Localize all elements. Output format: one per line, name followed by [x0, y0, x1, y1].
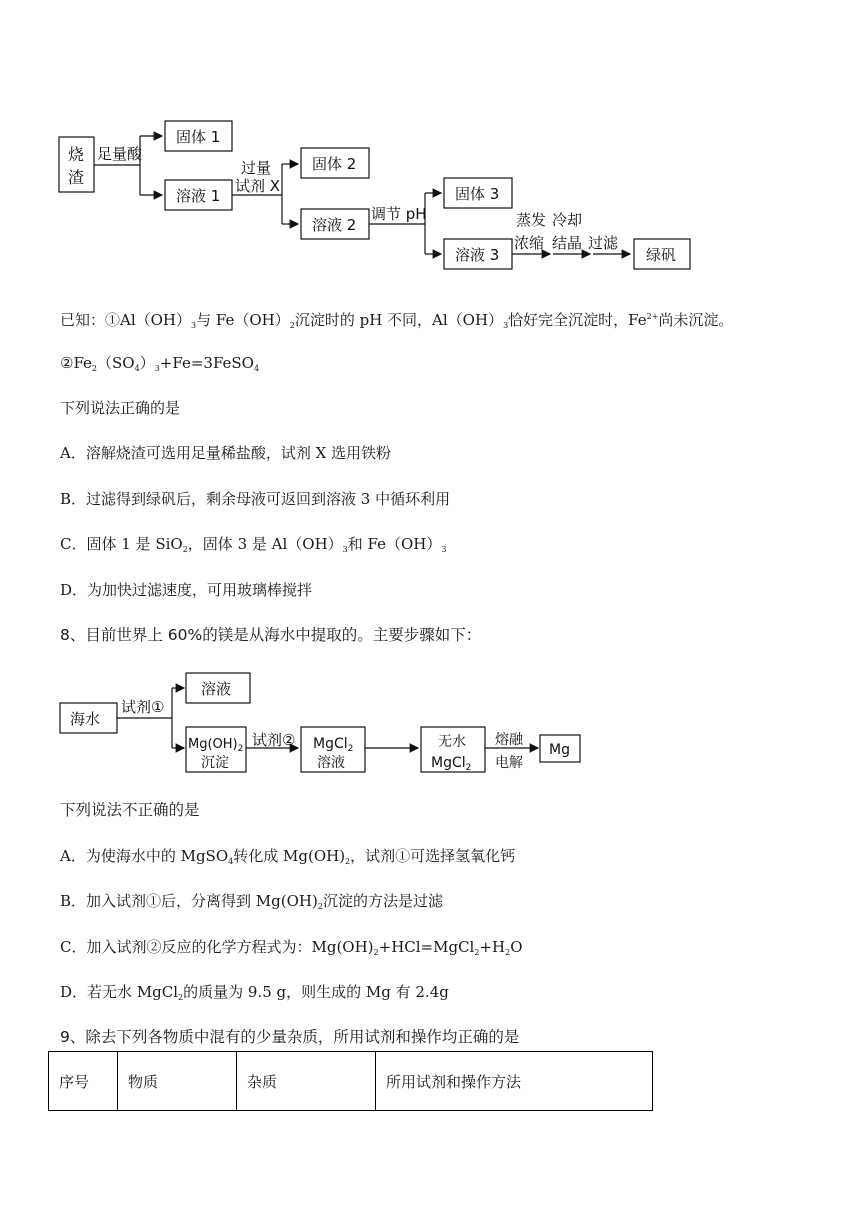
box-seawater: 海水: [70, 710, 101, 728]
box-precipitate: 沉淀: [201, 755, 229, 771]
box-green-vitriol: 绿矾: [646, 246, 677, 264]
q7-option-c: C．固体 1 是 SiO$_2$，固体 3 是 $Al(OH)_3$和 $Fe(OH)_3$: [60, 535, 447, 554]
box-mgcl2: MgCl$_2$: [313, 736, 354, 754]
start-label-1: 烧: [68, 145, 85, 164]
q9-title: 9、除去下列各物质中混有的少量杂质，所用试剂和操作均正确的是: [60, 1028, 520, 1046]
box-solid-3: 固体 3: [455, 185, 500, 203]
step-cool: 冷却: [552, 211, 583, 229]
box-anhydrous-mgcl2: MgCl$_2$: [431, 755, 472, 773]
header-impurity: 杂质: [237, 1052, 376, 1111]
box-mg: Mg: [549, 742, 570, 758]
q7-option-b: B．过滤得到绿矾后，剩余母液可返回到溶液 3 中循环利用: [60, 490, 451, 508]
step-crystallize: 结晶: [552, 234, 583, 252]
q8-option-b: B．加入试剂①后，分离得到 $Mg(OH)_2$沉淀的方法是过滤: [60, 892, 443, 911]
header-method: 所用试剂和操作方法: [376, 1052, 653, 1111]
box-solution-2: 溶液 2: [312, 216, 357, 234]
arrow-label-reagent-x: 试剂 X: [235, 177, 281, 195]
arrow-label-reagent-2: 试剂②: [252, 731, 296, 749]
known-condition-2: $②Fe_2(SO_4)_3+Fe=3FeSO_4$: [60, 354, 260, 373]
arrow-label-acid: 足量酸: [97, 145, 143, 163]
step-evaporate: 蒸发: [516, 211, 547, 229]
box-mgcl2-solution: 溶液: [317, 755, 345, 771]
q8-option-d: D．若无水 MgCl$_2$的质量为 9.5 g，则生成的 Mg 有 2.4g: [60, 983, 449, 1002]
known-condition-1: 已知：$①Al(OH)_3$与 $Fe(OH)_2$沉淀时的 pH 不同，$Al(OH)_3$恰好完全沉淀时，$Fe^{2+}$尚未沉淀。: [60, 311, 734, 330]
box-mgoh2: $Mg(OH)_2$: [188, 737, 244, 754]
q8-prompt: 下列说法不正确的是: [60, 801, 200, 819]
flowchart-green-vitriol: [0, 0, 860, 290]
q7-option-a: A．溶解烧渣可选用足量稀盐酸，试剂 X 选用铁粉: [60, 444, 392, 462]
q8-option-c: C．加入试剂②反应的化学方程式为：$Mg(OH)_2+HCl=MgCl_2+H_2O$: [60, 938, 523, 957]
flowchart-magnesium: [0, 660, 860, 785]
q9-table: [48, 1051, 653, 1111]
box-solution-1: 溶液 1: [176, 187, 221, 205]
table-header-row: [49, 1052, 653, 1111]
arrow-label-melt: 熔融: [495, 732, 523, 748]
arrow-label-ph: 调节 pH: [371, 205, 427, 223]
box-solid-1: 固体 1: [176, 128, 221, 146]
q8-option-a: A．为使海水中的 MgSO$_4$转化成 $Mg(OH)_2$，试剂①可选择氢氧化钙: [60, 847, 516, 866]
header-substance: 物质: [118, 1052, 237, 1111]
arrow-label-excess: 过量: [241, 159, 272, 177]
q7-option-d: D．为加快过滤速度，可用玻璃棒搅拌: [60, 581, 313, 599]
arrow-label-reagent-1: 试剂①: [121, 698, 165, 716]
header-index: 序号: [49, 1052, 118, 1111]
box-solid-2: 固体 2: [312, 155, 357, 173]
step-filter: 过滤: [588, 234, 619, 252]
q7-prompt: 下列说法正确的是: [60, 399, 181, 417]
box-solution: 溶液: [201, 680, 232, 698]
box-anhydrous: 无水: [438, 734, 466, 750]
start-label-2: 渣: [68, 168, 85, 187]
box-solution-3: 溶液 3: [455, 246, 500, 264]
arrow-label-electrolysis: 电解: [495, 755, 523, 771]
q8-title: 8、目前世界上 60%的镁是从海水中提取的。主要步骤如下：: [60, 626, 482, 644]
step-concentrate: 浓缩: [514, 234, 545, 252]
